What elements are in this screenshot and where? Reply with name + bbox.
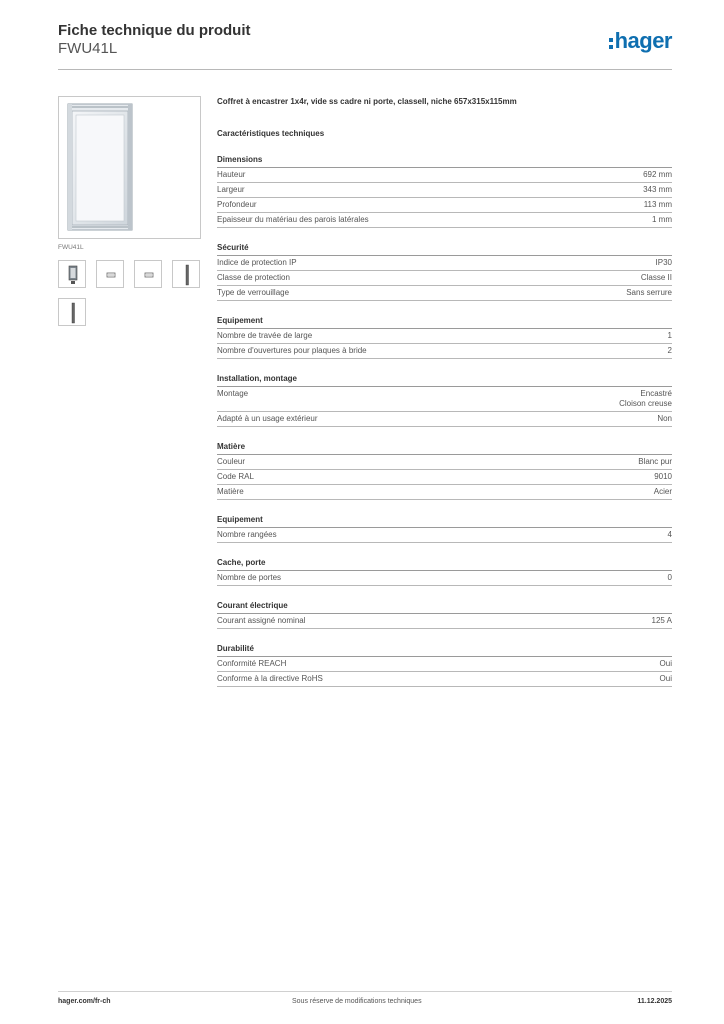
spec-section: [217, 374, 672, 427]
spec-row: [217, 387, 672, 412]
spec-label: Adapté à un usage extérieur: [217, 414, 318, 423]
spec-value: 692 mm: [643, 170, 672, 179]
product-image: [58, 96, 201, 239]
spec-label: Montage: [217, 389, 249, 398]
spec-row: [217, 286, 672, 301]
spec-value: IP30: [655, 258, 672, 267]
spec-value: Encastré Cloison creuse: [619, 389, 672, 408]
thumbnail-profile-1[interactable]: [172, 260, 200, 288]
section-title: Matière: [217, 442, 672, 455]
footer-date: 11.12.2025: [637, 998, 672, 1005]
spec-row: [217, 528, 672, 543]
section-title: Sécurité: [217, 243, 672, 256]
page-header: [58, 22, 672, 70]
spec-section: [217, 155, 672, 228]
spec-section: [217, 243, 672, 301]
spec-section: [217, 515, 672, 543]
spec-label: Type de verrouillage: [217, 288, 290, 297]
tech-specs-heading: Caractéristiques techniques: [217, 129, 325, 138]
product-reference: FWU41L: [58, 40, 118, 57]
section-title: Cache, porte: [217, 558, 672, 571]
spec-label: Couleur: [217, 457, 246, 466]
thumbnail-strip: [58, 260, 201, 326]
spec-value: Sans serrure: [626, 288, 672, 297]
spec-value: 2: [667, 346, 672, 355]
spec-value: Oui: [659, 659, 672, 668]
spec-section: [217, 558, 672, 586]
section-title: Durabilité: [217, 644, 672, 657]
section-title: Equipement: [217, 316, 672, 329]
spec-value: 9010: [654, 472, 672, 481]
spec-section: [217, 442, 672, 500]
side-view-icon: [135, 261, 163, 289]
spec-value: 4: [667, 530, 672, 539]
spec-content: [217, 97, 672, 687]
spec-value: Acier: [653, 487, 672, 496]
spec-row: [217, 614, 672, 629]
image-caption: FWU41L: [58, 244, 84, 251]
spec-row: [217, 485, 672, 500]
section-title: Installation, montage: [217, 374, 672, 387]
section-title: Courant électrique: [217, 601, 672, 614]
spec-row: [217, 344, 672, 359]
spec-row: [217, 329, 672, 344]
profile-view-icon: [59, 299, 87, 327]
spec-label: Profondeur: [217, 200, 257, 209]
spec-value: 343 mm: [643, 185, 672, 194]
section-title: Equipement: [217, 515, 672, 528]
hager-logo: hager: [609, 28, 672, 54]
page-title: Fiche technique du produit: [58, 22, 251, 39]
spec-section: [217, 644, 672, 687]
side-view-icon: [97, 261, 125, 289]
spec-row: [217, 657, 672, 672]
spec-label: Conforme à la directive RoHS: [217, 674, 323, 683]
spec-row: [217, 213, 672, 228]
spec-row: [217, 470, 672, 485]
spec-row: [217, 183, 672, 198]
spec-row: [217, 455, 672, 470]
product-media: [58, 96, 201, 326]
spec-label: Matière: [217, 487, 244, 496]
spec-row: [217, 198, 672, 213]
spec-label: Code RAL: [217, 472, 254, 481]
spec-value: 0: [667, 573, 672, 582]
spec-label: Nombre d'ouvertures pour plaques à bride: [217, 346, 367, 355]
product-description: Coffret à encastrer 1x4r, vide ss cadre ni porte, classeII, niche 657x315x115mm: [217, 97, 517, 106]
spec-sections: [217, 155, 672, 687]
thumbnail-side-1[interactable]: [96, 260, 124, 288]
spec-label: Conformité REACH: [217, 659, 287, 668]
spec-label: Largeur: [217, 185, 245, 194]
spec-label: Nombre de portes: [217, 573, 282, 582]
spec-label: Courant assigné nominal: [217, 616, 306, 625]
spec-value: Non: [657, 414, 672, 423]
footer-website-link[interactable]: hager.com/fr-ch: [58, 998, 111, 1005]
spec-row: [217, 672, 672, 687]
spec-label: Nombre de travée de large: [217, 331, 313, 340]
spec-label: Epaisseur du matériau des parois latérales: [217, 215, 369, 224]
enclosure-image-icon: [67, 103, 133, 231]
spec-value: Blanc pur: [638, 457, 672, 466]
spec-row: [217, 271, 672, 286]
spec-value: 125 A: [651, 616, 672, 625]
spec-label: Nombre rangées: [217, 530, 277, 539]
spec-label: Indice de protection IP: [217, 258, 297, 267]
spec-label: Classe de protection: [217, 273, 290, 282]
spec-row: [217, 256, 672, 271]
spec-value: 113 mm: [643, 200, 672, 209]
spec-value: Oui: [659, 674, 672, 683]
footer-notice: Sous réserve de modifications techniques: [292, 998, 422, 1005]
spec-row: [217, 168, 672, 183]
thumbnail-front[interactable]: [58, 260, 86, 288]
profile-view-icon: [173, 261, 201, 289]
logo-dots-icon: [609, 34, 614, 50]
spec-section: [217, 316, 672, 359]
spec-row: [217, 571, 672, 586]
spec-value: 1 mm: [652, 215, 672, 224]
spec-row: [217, 412, 672, 427]
spec-value: Classe II: [640, 273, 672, 282]
front-view-icon: [59, 261, 87, 289]
spec-value: 1: [667, 331, 672, 340]
footer-divider: [58, 991, 672, 992]
section-title: Dimensions: [217, 155, 672, 168]
thumbnail-profile-2[interactable]: [58, 298, 86, 326]
spec-section: [217, 601, 672, 629]
thumbnail-side-2[interactable]: [134, 260, 162, 288]
spec-label: Hauteur: [217, 170, 246, 179]
